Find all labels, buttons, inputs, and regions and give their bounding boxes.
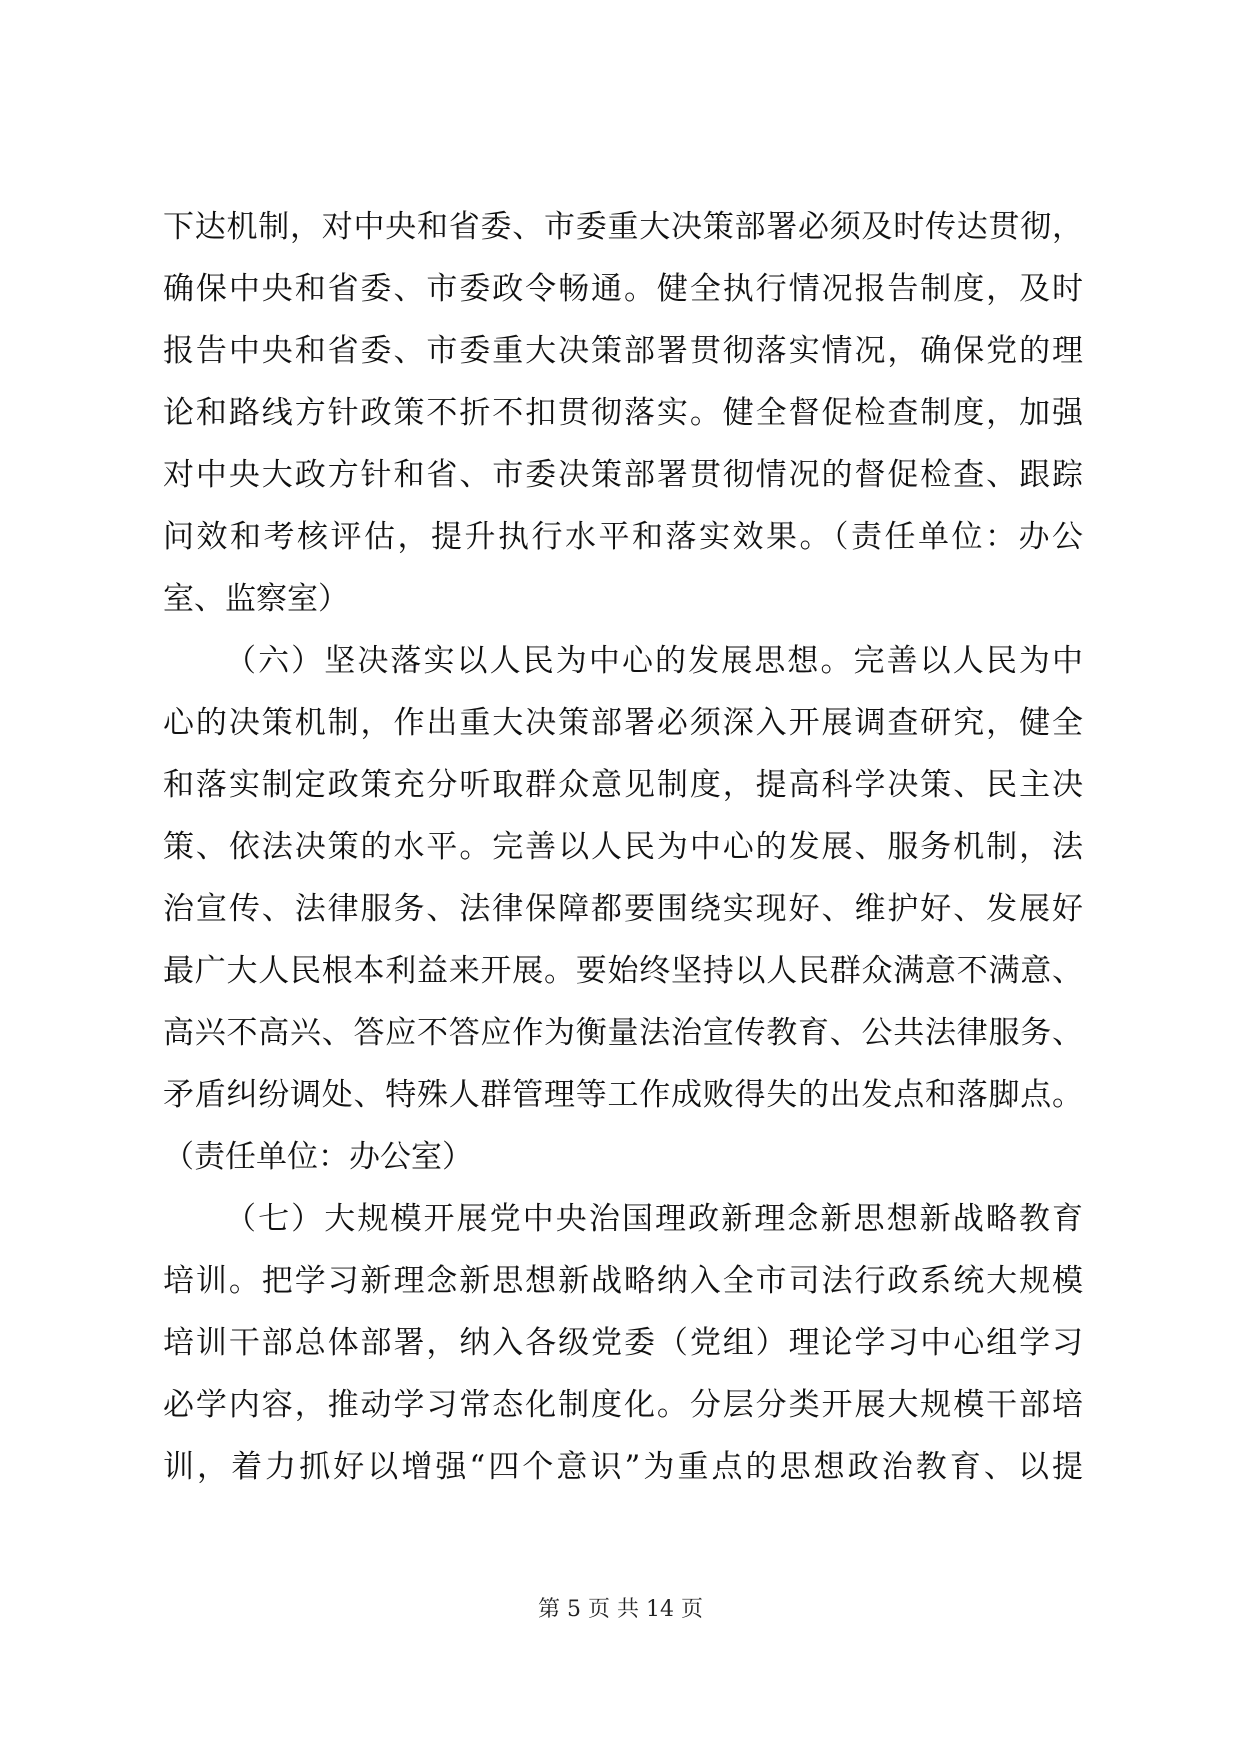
text-line: 确保中央和省委、市委政令畅通。健全执行情况报告制度，及时 <box>163 271 1083 307</box>
text-line: 和落实制定政策充分听取群众意见制度，提高科学决策、民主决 <box>163 767 1083 803</box>
text-line: 报告中央和省委、市委重大决策部署贯彻落实情况，确保党的理 <box>163 333 1083 369</box>
text-line: 对中央大政方针和省、市委决策部署贯彻情况的督促检查、跟踪 <box>163 457 1083 493</box>
text-line: 最广大人民根本利益来开展。要始终坚持以人民群众满意不满意、 <box>163 953 1083 989</box>
text-line: （六）坚决落实以人民为中心的发展思想。完善以人民为中 <box>225 643 1083 679</box>
text-line: 下达机制，对中央和省委、市委重大决策部署必须及时传达贯彻， <box>163 209 1083 245</box>
text-line: 室、监察室） <box>163 581 349 617</box>
text-line: 培训。把学习新理念新思想新战略纳入全市司法行政系统大规模 <box>163 1263 1083 1299</box>
document-body <box>163 196 1083 1498</box>
paragraph-3 <box>163 1188 1083 1498</box>
text-line: 训，着力抓好以增强“四个意识”为重点的思想政治教育、以提 <box>163 1449 1083 1485</box>
page-number-footer: 第 5 页 共 14 页 <box>538 1597 703 1622</box>
paragraph-2 <box>163 630 1083 1188</box>
text-line: 高兴不高兴、答应不答应作为衡量法治宣传教育、公共法律服务、 <box>163 1015 1083 1051</box>
text-line: 策、依法决策的水平。完善以人民为中心的发展、服务机制，法 <box>163 829 1083 865</box>
text-line: （七）大规模开展党中央治国理政新理念新思想新战略教育 <box>225 1201 1083 1237</box>
text-line: （责任单位：办公室） <box>163 1139 473 1175</box>
text-line: 论和路线方针政策不折不扣贯彻落实。健全督促检查制度，加强 <box>163 395 1083 431</box>
text-line: 必学内容，推动学习常态化制度化。分层分类开展大规模干部培 <box>163 1387 1083 1423</box>
text-line: 问效和考核评估，提升执行水平和落实效果。（责任单位：办公 <box>163 519 1083 555</box>
paragraph-1 <box>163 196 1083 630</box>
text-line: 培训干部总体部署，纳入各级党委（党组）理论学习中心组学习 <box>163 1325 1083 1361</box>
text-line: 矛盾纠纷调处、特殊人群管理等工作成败得失的出发点和落脚点。 <box>163 1077 1083 1113</box>
text-line: 心的决策机制，作出重大决策部署必须深入开展调查研究，健全 <box>163 705 1083 741</box>
text-line: 治宣传、法律服务、法律保障都要围绕实现好、维护好、发展好 <box>163 891 1083 927</box>
